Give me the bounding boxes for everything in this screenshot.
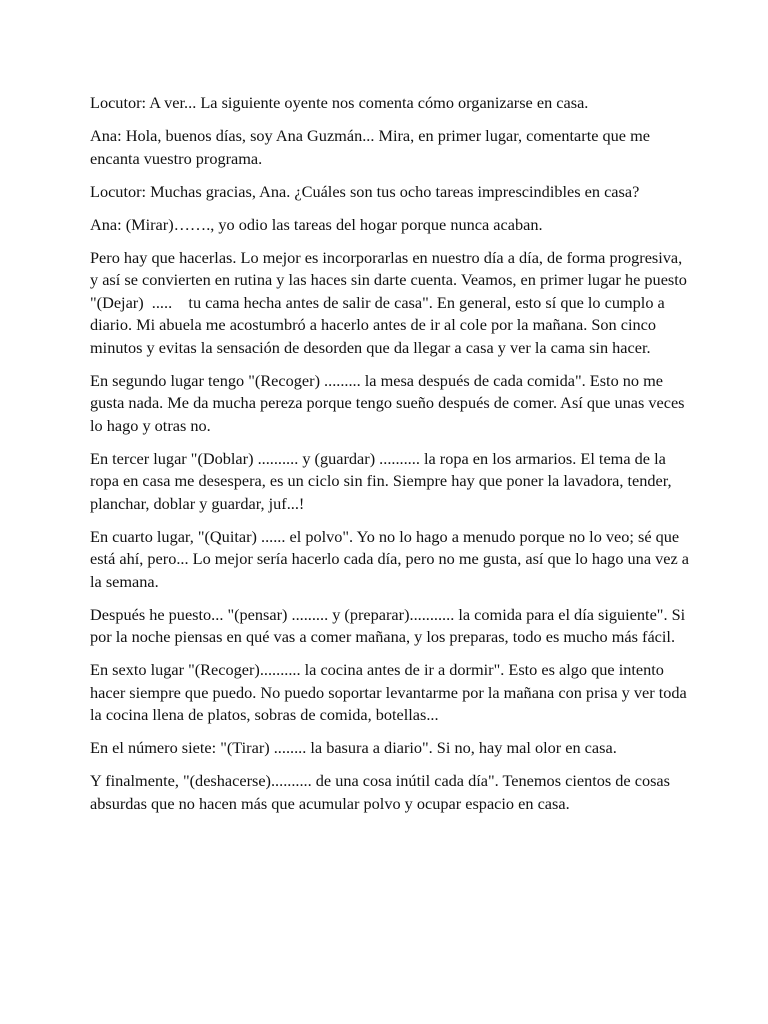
paragraph-task-6: En sexto lugar "(Recoger).......... la cocina antes de ir a dormir". Esto es algo que intento hacer siempre que puedo. No puedo soportar levantarme por la mañana con prisa y ver toda la cocina llena de platos, sobras de comida, botellas... [90, 660, 691, 724]
paragraph-task-7: En el número siete: "(Tirar) ........ la basura a diario". Si no, hay mal olor en casa. [90, 738, 617, 757]
paragraph-task-5: Después he puesto... "(pensar) ......... y (preparar)........... la comida para el día siguiente". Si por la noche piensas en qué vas a comer mañana, y los preparas, todo es mucho más fácil. [90, 604, 690, 646]
paragraph-task-1: Pero hay que hacerlas. Lo mejor es incorporarlas en nuestro día a día, de forma progresiva, y así se convierten en rutina y las haces sin darte cuenta. Veamos, en primer lugar he puesto "(Dejar) ..... tu cama hecha antes de salir de casa". En general, esto sí que lo cumplo a diario. Mi abuela me acostumbró a hacerlo antes de ir al cole por la mañana. Son cinco minutos y evitas la sensación de desorden que da llegar a casa y ver la cama sin hacer. [90, 247, 692, 357]
document-body [90, 92, 694, 826]
paragraph-locutor-intro: Locutor: A ver... La siguiente oyente nos comenta cómo organizarse en casa. [90, 93, 589, 112]
paragraph-task-4: En cuarto lugar, "(Quitar) ...... el polvo". Yo no lo hago a menudo porque no lo veo; sé que está ahí, pero... Lo mejor sería hacerlo cada día, pero no me gusta, así que lo hago una vez a la semana. [90, 526, 694, 591]
paragraph-task-2: En segundo lugar tengo "(Recoger) ......... la mesa después de cada comida". Esto no me gusta nada. Me da mucha pereza porque tengo sueño después de comer. Así que unas veces lo hago y otras no. [90, 370, 689, 435]
paragraph-ana-mirar: Ana: (Mirar)……., yo odio las tareas del hogar porque nunca acaban. [90, 214, 543, 234]
paragraph-locutor-question: Locutor: Muchas gracias, Ana. ¿Cuáles son tus ocho tareas imprescindibles en casa? [90, 181, 640, 201]
paragraph-ana-greeting: Ana: Hola, buenos días, soy Ana Guzmán... Mira, en primer lugar, comentarte que me encanta vuestro programa. [90, 126, 655, 168]
paragraph-task-3: En tercer lugar "(Doblar) .......... y (guardar) .......... la ropa en los armarios. El tema de la ropa en casa me desespera, es un ciclo sin fin. Siempre hay que poner la lavadora, tender, planchar, doblar y guardar, juf...! [90, 448, 676, 513]
paragraph-task-8: Y finalmente, "(deshacerse).......... de una cosa inútil cada día". Tenemos cientos de cosas absurdas que no hacen más que acumular polvo y ocupar espacio en casa. [90, 771, 675, 813]
